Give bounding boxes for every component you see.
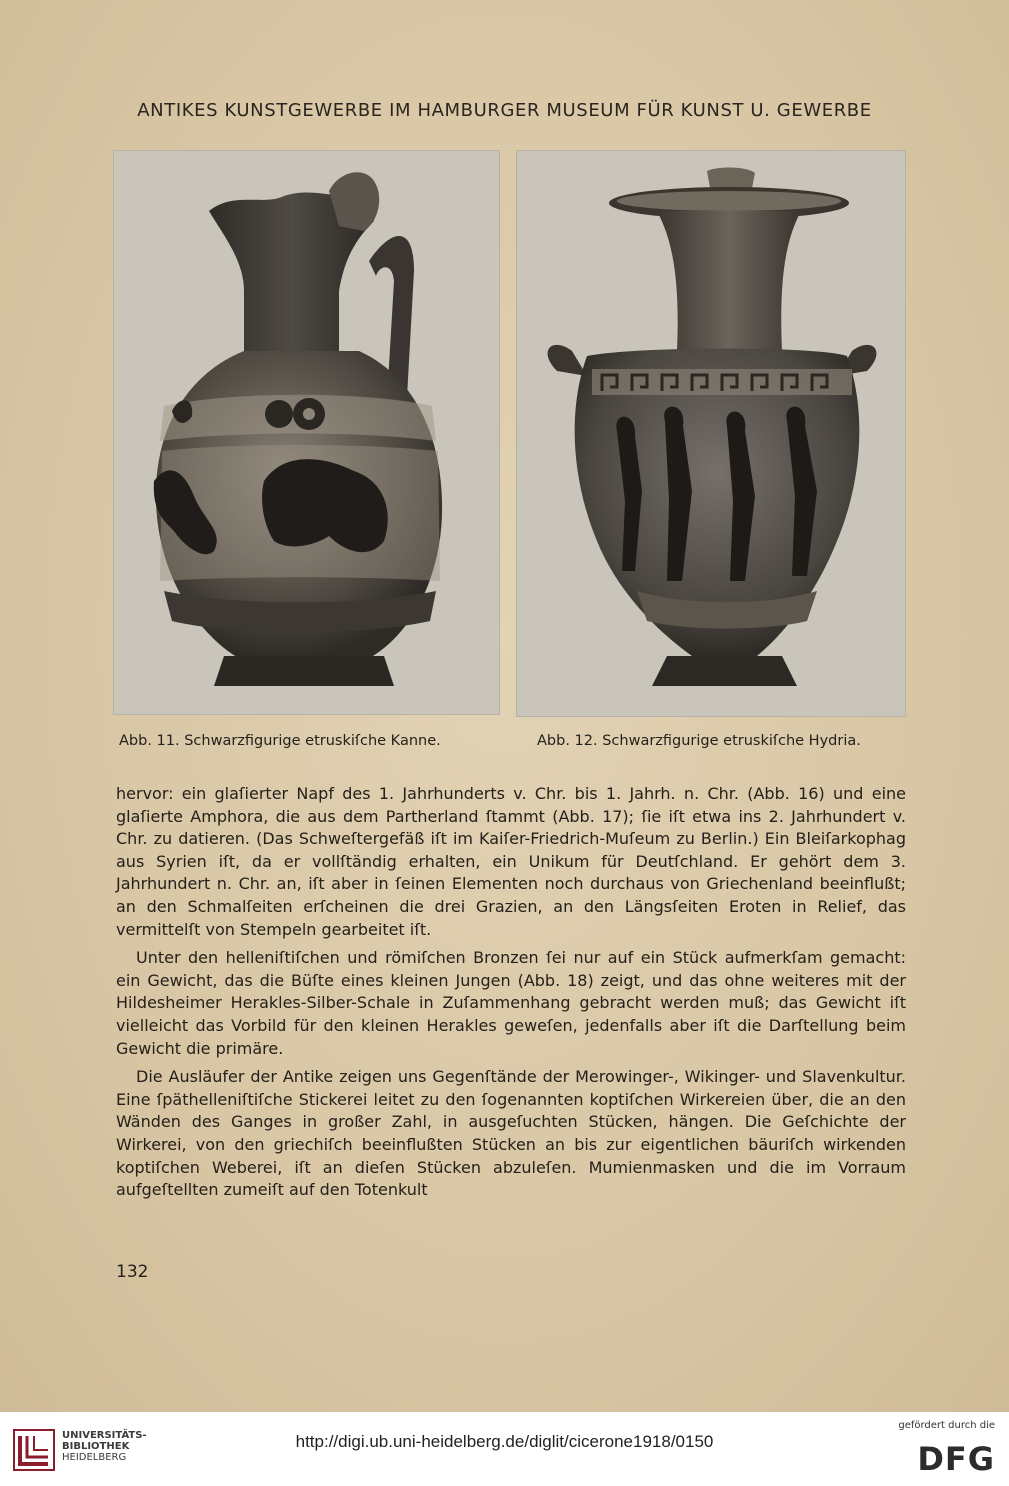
figure-jug-photo: [113, 150, 500, 715]
library-name-line: UNIVERSITÄTS-: [62, 1430, 147, 1441]
figure-hydria-photo: [516, 150, 906, 717]
source-url-link[interactable]: http://digi.ub.uni-heidelberg.de/diglit/cicerone1918/0150: [295, 1432, 714, 1451]
library-name-line: HEIDELBERG: [62, 1452, 127, 1463]
dfg-logo: DFG: [917, 1440, 995, 1478]
page-number: 132: [116, 1262, 149, 1282]
funded-by-label: gefördert durch die: [898, 1420, 995, 1431]
running-head: ANTIKES KUNSTGEWERBE IM HAMBURGER MUSEUM FÜR KUNST U. GEWERBE: [137, 100, 872, 121]
paragraph: Unter den helleniſtiſchen und römiſchen Bronzen ſei nur auf ein Stück aufmerkſam gemacht: ein Gewicht, das die Büſte eines kleinen Jungen (Abb. 18) zeigt, und das ohne weiteres mit der Hildesheimer Herakles-Silber-Schale in Zuſammenhang gebracht werden muß; das Gewicht iſt vielleicht das Vorbild für den kleinen Herakles geweſen, jedenfalls aber iſt die Darſtellung beim Gewicht die primäre.: [116, 948, 906, 1058]
body-text: [116, 783, 906, 1208]
hydria-illustration: [517, 151, 905, 716]
paragraph: hervor: ein glaſierter Napf des 1. Jahrhunderts v. Chr. bis 1. Jahrh. n. Chr. (Abb. 16) und eine glaſierte Amphora, die aus dem Partherland ſtammt (Abb. 17); ſie iſt etwa ins 2. Jahrhundert v. Chr. zu datieren. (Das Schweſtergefäß iſt im Kaiſer-Friedrich-Muſeum zu Berlin.) Ein Bleiſarkophag aus Syrien iſt, da er vollſtändig erhalten, ein Unikum für Deutſchland. Er gehört dem 3. Jahrhundert n. Chr. an, iſt aber in ſeinen Elementen noch durchaus von Griechenland beeinflußt; an den Schmalſeiten erſcheinen die drei Grazien, an den Längsſeiten Eroten in Relief, das vermittelſt von Stempeln gearbeitet iſt.: [116, 784, 906, 939]
jug-illustration: [114, 151, 499, 714]
figure-11-caption: Abb. 11. Schwarzfigurige etruskiſche Kanne.: [119, 733, 441, 749]
library-name-line: BIBLIOTHEK: [62, 1441, 130, 1452]
paragraph: Die Ausläufer der Antike zeigen uns Gegenſtände der Merowinger-, Wikinger- und Slavenkultur. Eine ſpäthelleniſtiſche Stickerei leitet zu den ſogenannten koptiſchen Wirkereien über, die an den Wänden des Ganges in großer Zahl, in ausgeſuchten Stücken, hängen. Die Geſchichte der Wirkerei, von den griechiſch beeinflußten Stücken an bis zur eigentlichen bäuriſch wirkenden koptiſchen Weberei, iſt an dieſen Stücken abzuleſen. Mumienmasken und die im Vorraum aufgeſtellten zumeiſt auf den Totenkult: [116, 1067, 906, 1200]
figure-12-caption: Abb. 12. Schwarzfigurige etruskiſche Hydria.: [537, 733, 861, 749]
